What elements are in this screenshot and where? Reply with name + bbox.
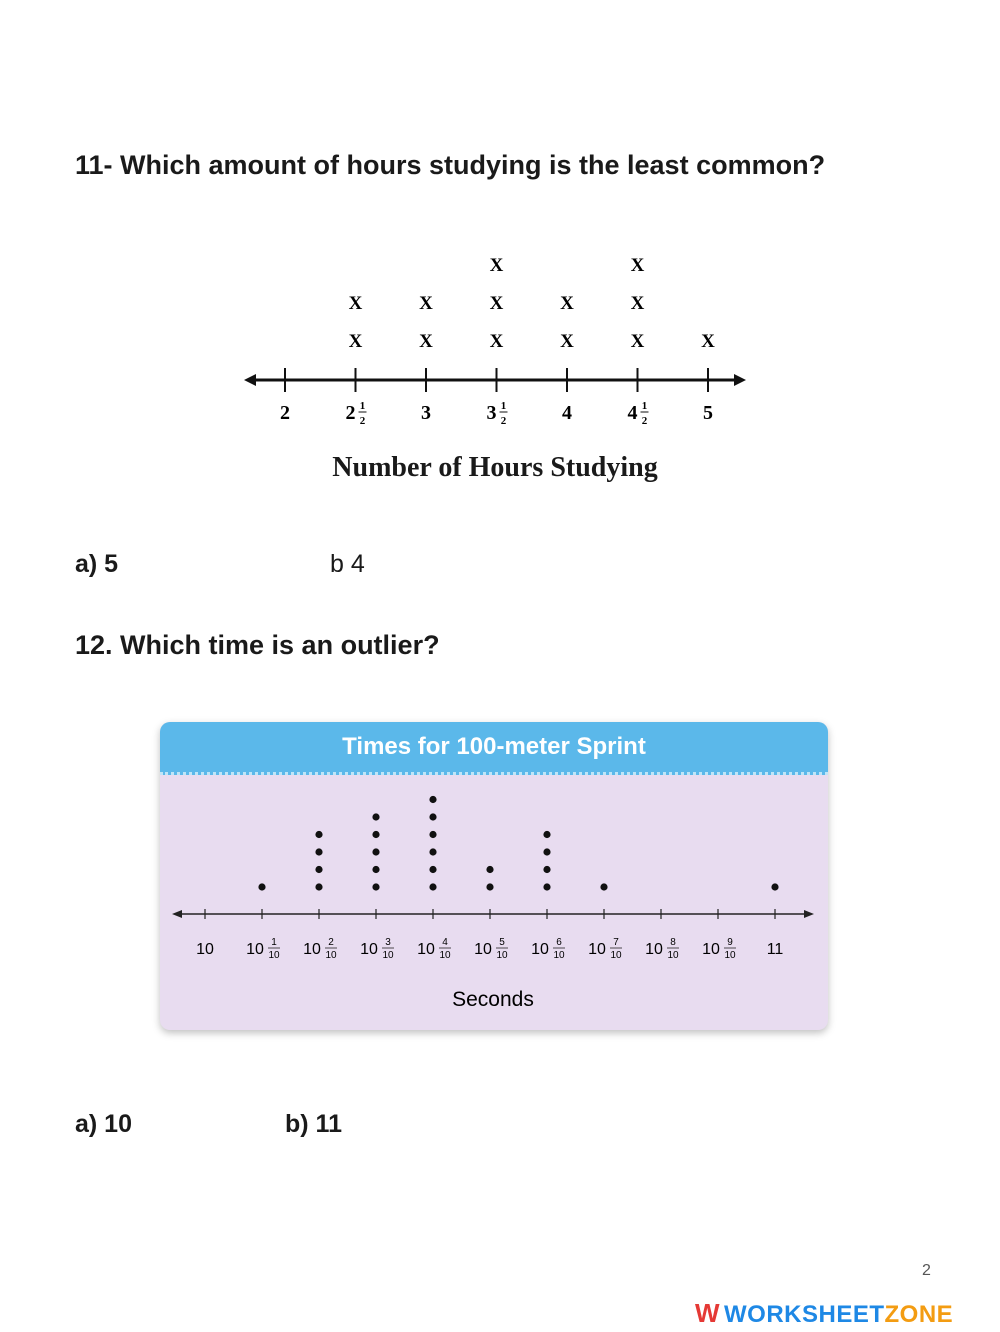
sprint-dot-plot [160, 777, 828, 1022]
sprint-tick-label: 10 [196, 941, 214, 958]
sprint-tick-label: 10 [246, 941, 264, 958]
sprint-dot [429, 831, 436, 838]
sprint-dot [372, 831, 379, 838]
sprint-frac-num: 9 [727, 937, 733, 948]
sprint-frac-den: 10 [325, 950, 337, 961]
hours-x-mark: X [630, 331, 645, 352]
sprint-frac-den: 10 [382, 950, 394, 961]
right-arrow-icon [734, 374, 746, 386]
question-11-text: 11- Which amount of hours studying is the least common? [75, 150, 826, 180]
sprint-dot [543, 883, 550, 890]
sprint-frac-den: 10 [439, 950, 451, 961]
sprint-frac-den: 10 [667, 950, 679, 961]
hours-x-mark: X [560, 293, 574, 314]
worksheetzone-logo [695, 1298, 953, 1329]
hours-tick-frac-num: 1 [500, 400, 507, 412]
sprint-tick-label: 10 [360, 941, 378, 958]
sprint-axis-label: Seconds [452, 988, 534, 1011]
sprint-dot [372, 866, 379, 873]
sprint-frac-num: 5 [499, 937, 505, 948]
sprint-panel-header [160, 722, 828, 775]
hours-tick-frac-num: 1 [359, 400, 366, 412]
sprint-frac-den: 10 [268, 950, 280, 961]
sprint-frac-den: 10 [496, 950, 508, 961]
sprint-dot [372, 813, 379, 820]
sprint-dot [429, 848, 436, 855]
sprint-frac-num: 4 [442, 937, 448, 948]
sprint-tick-label: 11 [766, 941, 784, 958]
sprint-frac-den: 10 [553, 950, 565, 961]
left-arrow-icon [172, 910, 182, 918]
hours-tick-label: 2 [345, 402, 356, 424]
hours-tick-label: 2 [280, 402, 290, 424]
sprint-frac-num: 2 [328, 937, 334, 948]
hours-x-mark: X [489, 331, 504, 352]
hours-x-mark: X [348, 331, 363, 352]
sprint-dot [486, 866, 493, 873]
hours-x-mark: X [489, 293, 504, 314]
sprint-frac-den: 10 [610, 950, 622, 961]
hours-tick-frac-den: 2 [359, 415, 366, 427]
sprint-dot [258, 883, 265, 890]
sprint-dot [600, 883, 607, 890]
q12-option-a: a) 10 [75, 1110, 132, 1138]
hours-tick-frac-num: 1 [641, 400, 648, 412]
hours-x-mark: X [348, 293, 363, 314]
right-arrow-icon [804, 910, 814, 918]
brand-zone: ZONE [884, 1301, 954, 1328]
q12-option-b: b) 11 [285, 1110, 342, 1138]
sprint-dot [429, 796, 436, 803]
sprint-dot [315, 883, 322, 890]
hours-tick-frac-den: 2 [500, 415, 507, 427]
question-12-text: 12. Which time is an outlier? [75, 630, 440, 660]
sprint-tick-label: 10 [645, 941, 663, 958]
sprint-dot [486, 883, 493, 890]
hours-axis-label: Number of Hours Studying [332, 452, 658, 483]
page-number: 2 [922, 1262, 931, 1279]
sprint-frac-num: 8 [670, 937, 676, 948]
q11-option-a: a) 5 [75, 550, 119, 578]
sprint-dot [429, 883, 436, 890]
brand-main: WORKSHEET [724, 1301, 885, 1328]
hours-tick-label: 3 [421, 402, 431, 424]
sprint-dot [543, 848, 550, 855]
sprint-tick-label: 10 [417, 941, 435, 958]
hours-line-plot [230, 240, 770, 440]
sprint-tick-label: 10 [474, 941, 492, 958]
hours-x-mark: X [630, 255, 645, 276]
logo-w-icon: W [695, 1298, 720, 1328]
hours-x-mark: X [489, 255, 504, 276]
sprint-dot [315, 831, 322, 838]
sprint-dot [315, 848, 322, 855]
sprint-dot-plot-panel [160, 722, 828, 1030]
hours-tick-frac-den: 2 [641, 415, 648, 427]
sprint-frac-num: 7 [613, 937, 619, 948]
sprint-dot [429, 813, 436, 820]
hours-x-mark: X [419, 293, 433, 314]
hours-x-mark: X [701, 331, 715, 352]
brand-name [724, 1301, 953, 1328]
sprint-tick-label: 10 [303, 941, 321, 958]
sprint-frac-num: 6 [556, 937, 562, 948]
left-arrow-icon [244, 374, 256, 386]
hours-x-mark: X [419, 331, 433, 352]
sprint-dot [429, 866, 436, 873]
hours-x-mark: X [630, 293, 645, 314]
hours-tick-label: 4 [627, 402, 638, 424]
sprint-dot [771, 883, 778, 890]
hours-tick-label: 3 [486, 402, 497, 424]
hours-tick-label: 4 [562, 402, 572, 424]
sprint-tick-label: 10 [588, 941, 606, 958]
hours-x-mark: X [560, 331, 574, 352]
sprint-dot [315, 866, 322, 873]
sprint-dot [543, 831, 550, 838]
sprint-tick-label: 10 [702, 941, 720, 958]
hours-tick-label: 5 [703, 402, 713, 424]
sprint-dot [372, 848, 379, 855]
sprint-panel-title: Times for 100-meter Sprint [342, 733, 646, 760]
sprint-frac-den: 10 [724, 950, 736, 961]
sprint-tick-label: 10 [531, 941, 549, 958]
sprint-frac-num: 1 [271, 937, 277, 948]
q11-option-b: b 4 [330, 550, 365, 578]
sprint-dot [372, 883, 379, 890]
sprint-frac-num: 3 [385, 937, 391, 948]
sprint-dot [543, 866, 550, 873]
